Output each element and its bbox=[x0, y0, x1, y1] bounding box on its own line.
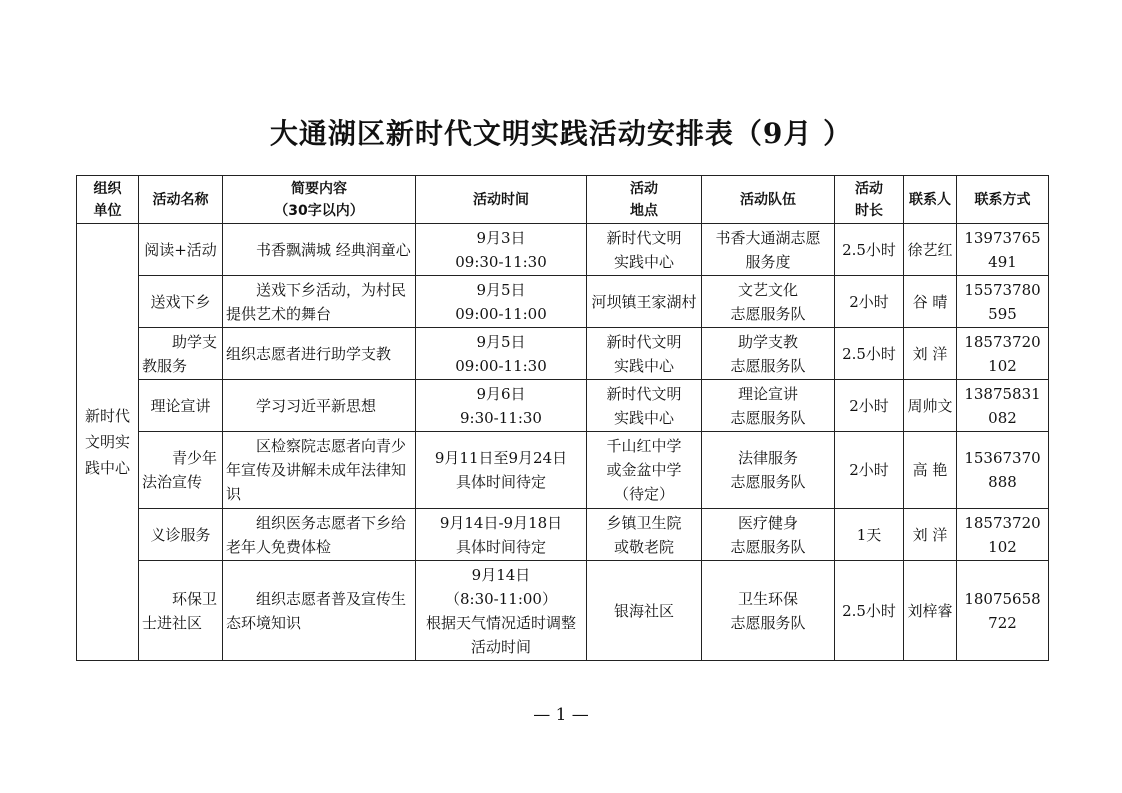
activity-contact: 谷 晴 bbox=[904, 276, 957, 328]
activity-content: 区检察院志愿者向青少年宣传及讲解未成年法律知识 bbox=[223, 432, 416, 509]
table-row bbox=[77, 432, 1049, 509]
activity-name: 环保卫士进社区 bbox=[139, 561, 223, 661]
header-contact: 联系人 bbox=[904, 176, 957, 224]
activity-time: 9月14日 （8:30-11:00） 根据天气情况适时调整活动时间 bbox=[416, 561, 587, 661]
activity-phone: 13875831082 bbox=[957, 380, 1049, 432]
activity-contact: 刘 洋 bbox=[904, 509, 957, 561]
activity-time: 9月5日 09:00-11:00 bbox=[416, 276, 587, 328]
header-phone: 联系方式 bbox=[957, 176, 1049, 224]
activity-duration: 2.5小时 bbox=[835, 328, 904, 380]
activity-content: 送戏下乡活动，为村民提供艺术的舞台 bbox=[223, 276, 416, 328]
activity-phone: 18075658722 bbox=[957, 561, 1049, 661]
activity-name: 送戏下乡 bbox=[139, 276, 223, 328]
activity-phone: 18573720102 bbox=[957, 509, 1049, 561]
activity-name: 青少年法治宣传 bbox=[139, 432, 223, 509]
activity-place: 新时代文明 实践中心 bbox=[587, 224, 702, 276]
activity-duration: 2小时 bbox=[835, 380, 904, 432]
header-duration: 活动 时长 bbox=[835, 176, 904, 224]
activity-content: 组织志愿者进行助学支教 bbox=[223, 328, 416, 380]
activity-place: 新时代文明 实践中心 bbox=[587, 380, 702, 432]
header-time: 活动时间 bbox=[416, 176, 587, 224]
activity-content: 学习习近平新思想 bbox=[223, 380, 416, 432]
header-place: 活动 地点 bbox=[587, 176, 702, 224]
header-row bbox=[77, 176, 1049, 224]
activity-duration: 2.5小时 bbox=[835, 224, 904, 276]
activity-phone: 15367370888 bbox=[957, 432, 1049, 509]
activity-time: 9月5日 09:00-11:30 bbox=[416, 328, 587, 380]
header-team: 活动队伍 bbox=[702, 176, 835, 224]
page-number: — 1 — bbox=[533, 705, 589, 725]
activity-phone: 18573720102 bbox=[957, 328, 1049, 380]
activity-time: 9月14日-9月18日 具体时间待定 bbox=[416, 509, 587, 561]
activity-team: 卫生环保 志愿服务队 bbox=[702, 561, 835, 661]
activity-name: 理论宣讲 bbox=[139, 380, 223, 432]
activity-contact: 高 艳 bbox=[904, 432, 957, 509]
activity-team: 助学支教 志愿服务队 bbox=[702, 328, 835, 380]
table-row bbox=[77, 509, 1049, 561]
activity-contact: 周帅文 bbox=[904, 380, 957, 432]
activity-name: 助学支教服务 bbox=[139, 328, 223, 380]
activity-team: 书香大通湖志愿 服务度 bbox=[702, 224, 835, 276]
activity-phone: 15573780595 bbox=[957, 276, 1049, 328]
header-unit: 组织 单位 bbox=[77, 176, 139, 224]
activity-team: 法律服务 志愿服务队 bbox=[702, 432, 835, 509]
activity-duration: 2小时 bbox=[835, 276, 904, 328]
activity-contact: 刘 洋 bbox=[904, 328, 957, 380]
activity-team: 理论宣讲 志愿服务队 bbox=[702, 380, 835, 432]
activity-duration: 2小时 bbox=[835, 432, 904, 509]
activity-name: 义诊服务 bbox=[139, 509, 223, 561]
activity-name: 阅读+活动 bbox=[139, 224, 223, 276]
activity-place: 乡镇卫生院 或敬老院 bbox=[587, 509, 702, 561]
activity-duration: 1天 bbox=[835, 509, 904, 561]
activity-content: 组织志愿者普及宣传生态环境知识 bbox=[223, 561, 416, 661]
activity-schedule-table bbox=[76, 175, 1049, 661]
table-row bbox=[77, 328, 1049, 380]
document-title: 大通湖区新时代文明实践活动安排表（9月 ） bbox=[269, 117, 853, 150]
activity-place: 河坝镇王家湖村 bbox=[587, 276, 702, 328]
activity-content: 书香飘满城 经典润童心 bbox=[223, 224, 416, 276]
header-name: 活动名称 bbox=[139, 176, 223, 224]
activity-team: 文艺文化 志愿服务队 bbox=[702, 276, 835, 328]
activity-phone: 13973765491 bbox=[957, 224, 1049, 276]
activity-duration: 2.5小时 bbox=[835, 561, 904, 661]
table-row bbox=[77, 561, 1049, 661]
activity-time: 9月6日 9:30-11:30 bbox=[416, 380, 587, 432]
activity-place: 新时代文明 实践中心 bbox=[587, 328, 702, 380]
org-unit-cell: 新时代 文明实 践中心 bbox=[77, 224, 139, 661]
activity-content: 组织医务志愿者下乡给老年人免费体检 bbox=[223, 509, 416, 561]
activity-time: 9月11日至9月24日 具体时间待定 bbox=[416, 432, 587, 509]
activity-place: 千山红中学 或金盆中学 （待定） bbox=[587, 432, 702, 509]
table-row bbox=[77, 380, 1049, 432]
activity-place: 银海社区 bbox=[587, 561, 702, 661]
table-row bbox=[77, 276, 1049, 328]
activity-contact: 徐艺红 bbox=[904, 224, 957, 276]
activity-team: 医疗健身 志愿服务队 bbox=[702, 509, 835, 561]
activity-contact: 刘梓睿 bbox=[904, 561, 957, 661]
table-row bbox=[77, 224, 1049, 276]
activity-time: 9月3日 09:30-11:30 bbox=[416, 224, 587, 276]
header-content: 简要内容 （30字以内） bbox=[223, 176, 416, 224]
